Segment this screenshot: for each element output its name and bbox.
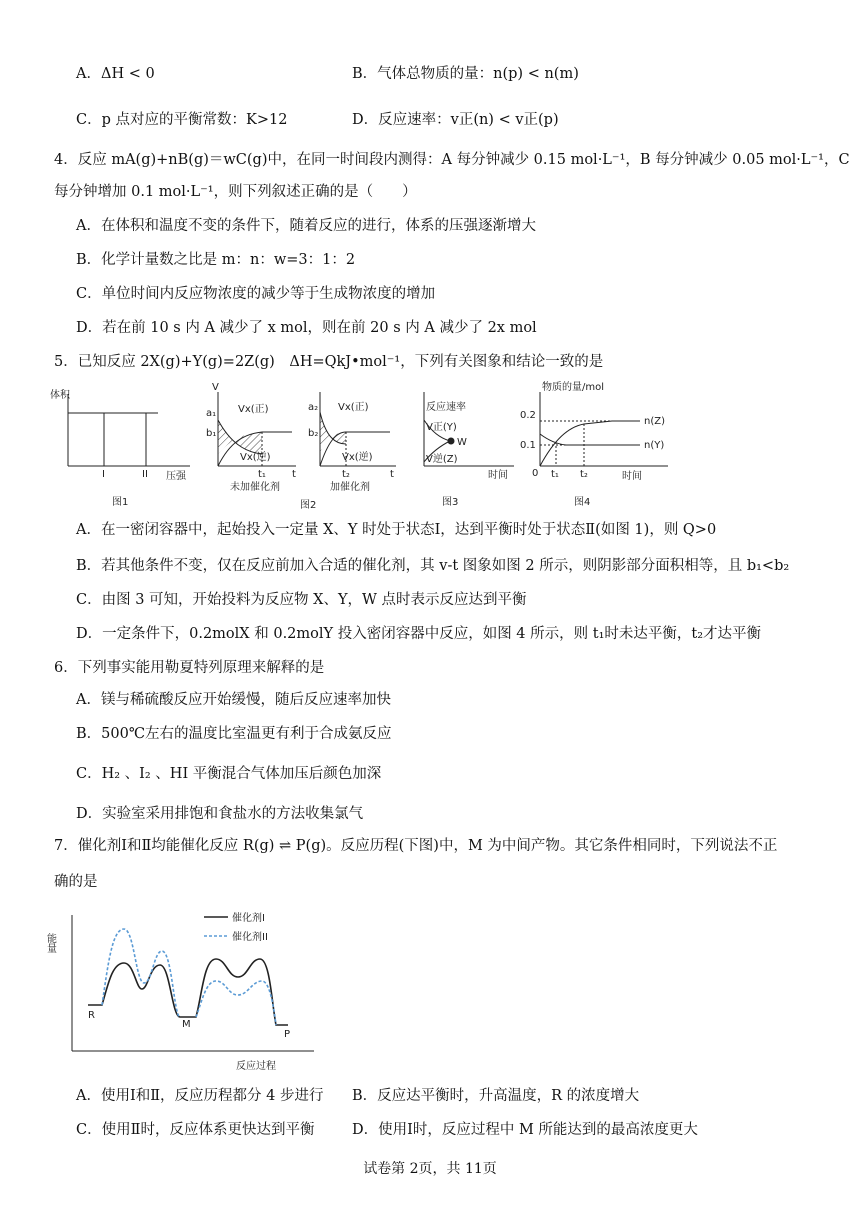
q3-option-a: A．ΔH < 0 <box>76 66 155 82</box>
q4-stem-line1: 4．反应 mA(g)+nB(g)＝wC(g)中，在同一时间段内测得：A 每分钟减少 0.15 mol·L⁻¹，B 每分钟减少 0.05 mol·L⁻¹，C <box>54 152 850 168</box>
fig2a-ylabel: V <box>212 382 219 393</box>
q7-option-b: B．反应达平衡时，升高温度，R 的浓度增大 <box>352 1088 640 1104</box>
q7-label-r: R <box>88 1010 95 1021</box>
fig4-t2: t₂ <box>580 469 588 480</box>
fig2b-t: t <box>390 469 394 480</box>
q7-xlabel: 反应过程 <box>236 1061 276 1072</box>
fig4-t1: t₁ <box>551 469 559 480</box>
fig4-y: n(Y) <box>644 440 665 451</box>
fig3-point-w: W <box>457 437 467 448</box>
q7-option-a: A．使用Ⅰ和Ⅱ，反应历程都分 4 步进行 <box>76 1088 324 1104</box>
fig2b-a2: a₂ <box>308 402 319 413</box>
fig2b-upper: Vx(正) <box>338 402 369 413</box>
fig2a-upper: Vx(正) <box>238 404 269 415</box>
fig4-zero: 0 <box>532 468 539 479</box>
fig1-tick-2: II <box>142 469 148 480</box>
q7-ylabel: 能量 <box>44 933 56 953</box>
q7-legend-cat2: 催化剂II <box>232 932 268 943</box>
fig1-ylabel: 体积 <box>50 390 70 401</box>
q6-option-d: D．实验室采用排饱和食盐水的方法收集氯气 <box>76 806 364 822</box>
q7-option-d: D．使用Ⅰ时，反应过程中 M 所能达到的最高浓度更大 <box>352 1122 698 1138</box>
fig3-upper: V正(Y) <box>426 422 457 433</box>
q6-option-a: A．镁与稀硫酸反应开始缓慢，随后反应速率加快 <box>76 692 391 708</box>
q5-option-b: B．若其他条件不变，仅在反应前加入合适的催化剂，其 v-t 图象如图 2 所示，则阴影部分面积相等，且 b₁<b₂ <box>76 558 790 574</box>
q3-option-b: B．气体总物质的量：n(p) < n(m) <box>352 66 579 82</box>
fig4-y02: 0.2 <box>520 410 536 421</box>
fig2a-b1: b₁ <box>206 428 217 439</box>
fig2b-t2: t₂ <box>342 469 350 480</box>
fig3-caption: 图3 <box>442 497 459 508</box>
q6-option-c: C．H₂ 、I₂ 、HI 平衡混合气体加压后颜色加深 <box>76 766 382 782</box>
fig2b-lower: Vx(逆) <box>342 452 373 463</box>
q5-figure-1 <box>50 380 200 512</box>
fig2b-note: 加催化剂 <box>330 482 370 493</box>
fig2a-note: 未加催化剂 <box>230 482 280 493</box>
q7-stem-line1: 7．催化剂Ⅰ和Ⅱ均能催化反应 R(g) ⇌ P(g)。反应历程(下图)中，M 为中间产物。其它条件相同时，下列说法不正 <box>54 838 778 854</box>
fig2a-lower: Vx(逆) <box>240 452 271 463</box>
q4-option-d: D．若在前 10 s 内 A 减少了 x mol，则在前 20 s 内 A 减少了 2x mol <box>76 320 537 336</box>
q5-figure-2 <box>200 380 410 512</box>
page-footer: 试卷第 2页，共 11页 <box>363 1161 497 1177</box>
q6-stem: 6．下列事实能用勒夏特列原理来解释的是 <box>54 660 325 676</box>
q3-option-c: C．p 点对应的平衡常数：K>12 <box>76 112 288 128</box>
fig4-caption: 图4 <box>574 497 591 508</box>
q5-option-c: C．由图 3 可知，开始投料为反应物 X、Y，W 点时表示反应达到平衡 <box>76 592 527 608</box>
q4-stem-line2: 每分钟增加 0.1 mol·L⁻¹，则下列叙述正确的是（ ） <box>54 184 417 200</box>
fig3-xlabel: 时间 <box>488 470 508 481</box>
fig2a-a1: a₁ <box>206 408 217 419</box>
q6-option-b: B．500℃左右的温度比室温更有利于合成氨反应 <box>76 726 392 742</box>
q5-figure-3 <box>410 380 522 512</box>
q4-option-c: C．单位时间内反应物浓度的减少等于生成物浓度的增加 <box>76 286 436 302</box>
fig4-y01: 0.1 <box>520 440 536 451</box>
q3-option-d: D．反应速率：v正(n) < v正(p) <box>352 112 559 128</box>
q5-option-d: D．一定条件下，0.2molX 和 0.2molY 投入密闭容器中反应，如图 4 所示，则 t₁时未达平衡，t₂才达平衡 <box>76 626 762 642</box>
fig1-tick-1: I <box>102 469 105 480</box>
q4-option-a: A．在体积和温度不变的条件下，随着反应的进行，体系的压强逐渐增大 <box>76 218 536 234</box>
fig1-caption: 图1 <box>112 497 129 508</box>
fig3-ylabel: 反应速率 <box>426 402 466 413</box>
q5-option-a: A．在一密闭容器中，起始投入一定量 X、Y 时处于状态Ⅰ，达到平衡时处于状态Ⅱ(如图 1)，则 Q>0 <box>76 522 717 538</box>
q7-label-p: P <box>284 1029 291 1040</box>
fig4-xlabel: 时间 <box>622 471 642 482</box>
fig1-xlabel: 压强 <box>166 471 186 482</box>
fig2-caption: 图2 <box>300 500 317 511</box>
fig4-ylabel: 物质的量/mol <box>542 382 605 393</box>
q7-option-c: C．使用Ⅱ时，反应体系更快达到平衡 <box>76 1122 315 1138</box>
fig2a-t: t <box>292 469 296 480</box>
q4-option-b: B．化学计量数之比是 m：n：w=3：1：2 <box>76 252 356 268</box>
q5-stem: 5．已知反应 2X(g)+Y(g)=2Z(g) ΔH=QkJ•mol⁻¹，下列有关图象和结论一致的是 <box>54 354 604 370</box>
q7-label-m: M <box>182 1019 191 1030</box>
fig2b-b2: b₂ <box>308 428 319 439</box>
fig4-z: n(Z) <box>644 416 665 427</box>
fig3-lower: V逆(Z) <box>426 454 458 465</box>
q7-energy-diagram <box>44 905 328 1077</box>
q7-legend-cat1: 催化剂I <box>232 913 265 924</box>
q7-stem-line2: 确的是 <box>54 874 98 890</box>
q5-figure-4 <box>518 380 678 512</box>
fig2a-t1: t₁ <box>258 469 266 480</box>
